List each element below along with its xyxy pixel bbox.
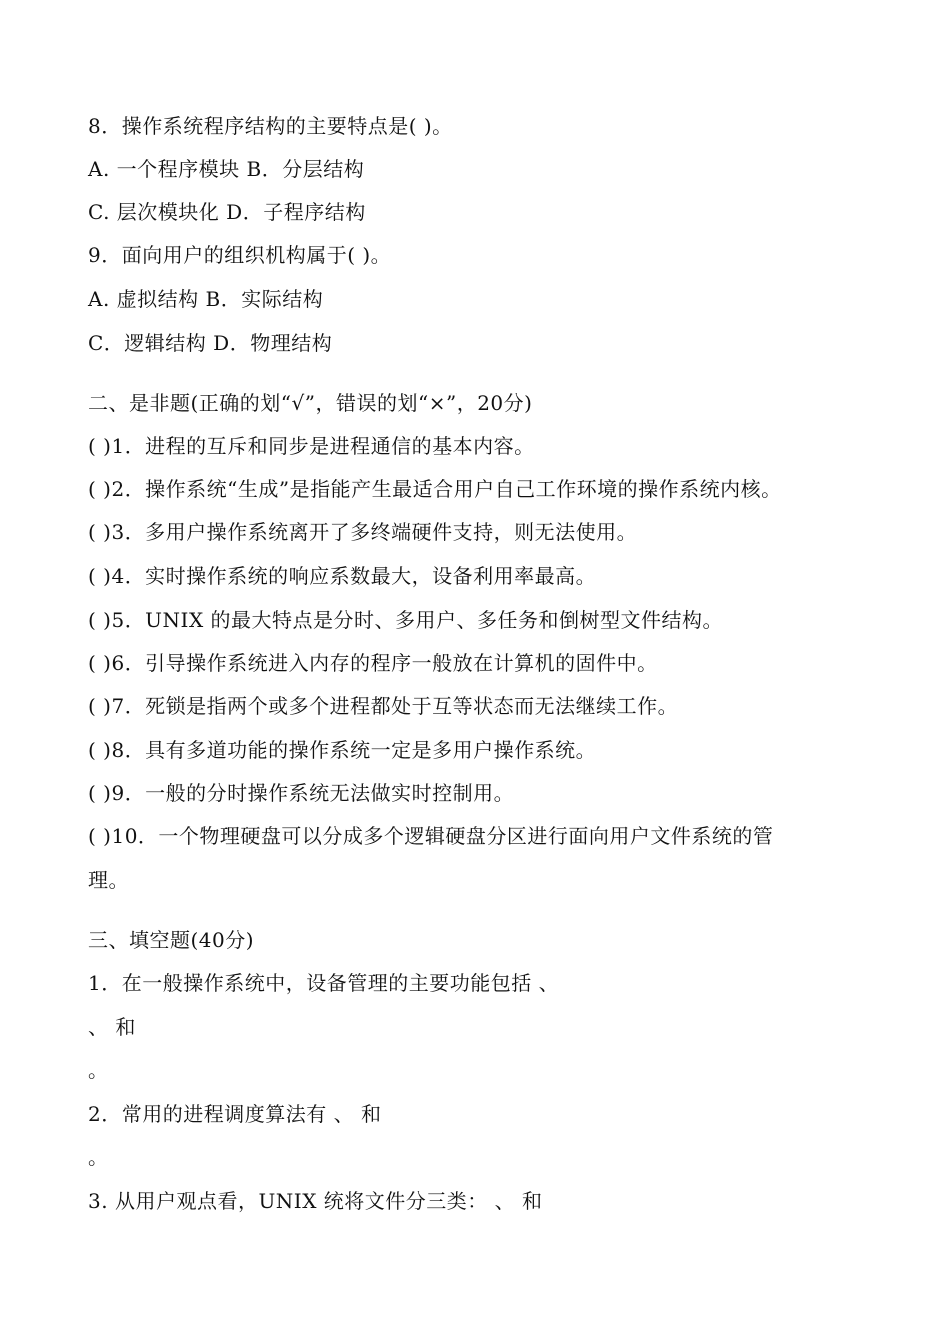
section-two-heading: 二、是非题(正确的划“√”，错误的划“×”，20分) (88, 391, 533, 415)
fill-q1-line1: 1．在一般操作系统中，设备管理的主要功能包括 、 (88, 971, 560, 995)
tf-item-8: ( )8．具有多道功能的操作系统一定是多用户操作系统。 (88, 738, 597, 762)
question-8-stem: 8．操作系统程序结构的主要特点是( )。 (88, 114, 453, 138)
tf-item-6: ( )6．引导操作系统进入内存的程序一般放在计算机的固件中。 (88, 651, 658, 675)
tf-item-3: ( )3．多用户操作系统离开了多终端硬件支持，则无法使用。 (88, 520, 638, 544)
tf-item-10: ( )10．一个物理硬盘可以分成多个逻辑硬盘分区进行面向用户文件系统的管 (88, 824, 774, 848)
question-8-options-cd: C. 层次模块化 D．子程序结构 (88, 200, 366, 224)
tf-item-5: ( )5．UNIX 的最大特点是分时、多用户、多任务和倒树型文件结构。 (88, 608, 724, 632)
tf-item-4: ( )4．实时操作系统的响应系数最大，设备利用率最高。 (88, 564, 597, 588)
question-9-options-ab: A. 虚拟结构 B．实际结构 (88, 287, 324, 311)
fill-q1-line3: 。 (88, 1058, 109, 1082)
tf-item-9: ( )9．一般的分时操作系统无法做实时控制用。 (88, 781, 515, 805)
fill-q3-line1: 3. 从用户观点看，UNIX 统将文件分三类： 、 和 (88, 1189, 543, 1213)
tf-item-7: ( )7．死锁是指两个或多个进程都处于互等状态而无法继续工作。 (88, 694, 679, 718)
section-three-heading: 三、填空题(40分) (88, 928, 255, 952)
fill-q2-line1: 2．常用的进程调度算法有 、 和 (88, 1102, 382, 1126)
tf-item-2: ( )2．操作系统“生成”是指能产生最适合用户自己工作环境的操作系统内核。 (88, 477, 782, 501)
fill-q1-line2: 、 和 (88, 1015, 136, 1039)
question-9-options-cd: C．逻辑结构 D．物理结构 (88, 331, 333, 355)
question-8-options-ab: A. 一个程序模块 B．分层结构 (88, 157, 365, 181)
tf-item-10-continued: 理。 (88, 868, 129, 892)
question-9-stem: 9．面向用户的组织机构属于( )。 (88, 243, 392, 267)
tf-item-1: ( )1．进程的互斥和同步是进程通信的基本内容。 (88, 434, 535, 458)
fill-q2-line2: 。 (88, 1145, 109, 1169)
